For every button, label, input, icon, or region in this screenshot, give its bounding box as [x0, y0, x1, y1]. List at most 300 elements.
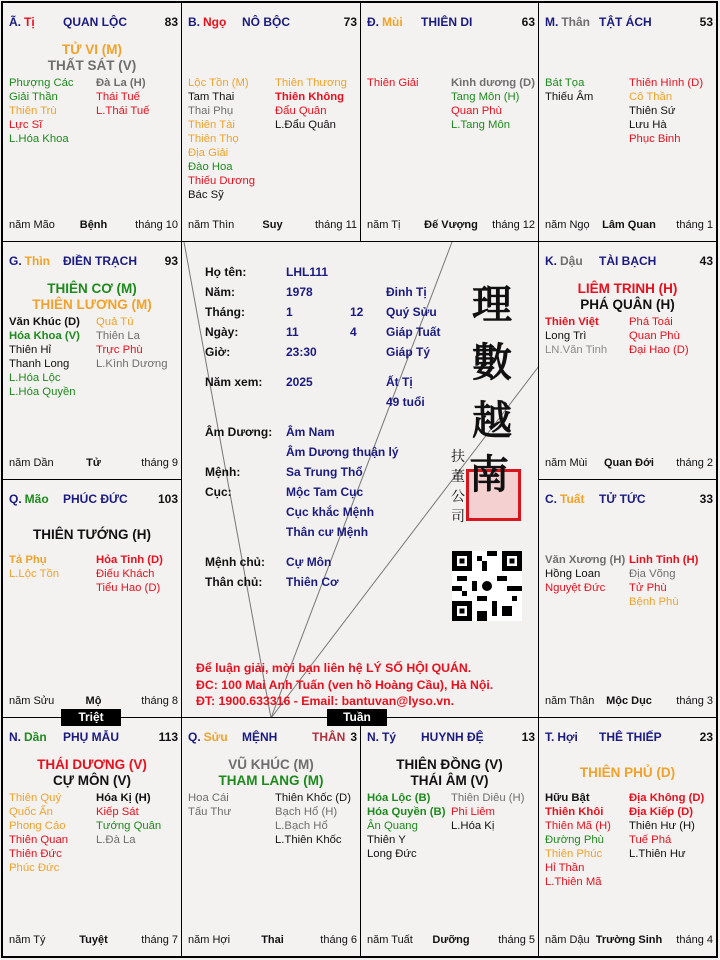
palace-footer [9, 219, 178, 233]
minor-stars-right [275, 791, 351, 847]
main-star: TỬ VI (M) [62, 42, 122, 57]
minor-star: Thiên Hình (D) [629, 77, 704, 89]
month-label: tháng 9 [141, 457, 178, 469]
minor-star: Thiên Phúc [545, 848, 603, 860]
palace-cell[interactable] [360, 2, 539, 242]
minor-stars-left [188, 76, 255, 202]
calligraphy-char: 理 [472, 281, 512, 328]
palace-header [9, 492, 178, 508]
palace-cell[interactable] [538, 241, 717, 480]
life-phase: Tuyệt [79, 934, 108, 946]
minor-star: Thiên Sứ [629, 105, 676, 117]
minor-star: L.Thiên Khốc [275, 834, 342, 846]
minor-star: Địa Kiếp (D) [629, 806, 694, 818]
than-marker: THÂN [312, 730, 346, 744]
minor-star: Thiếu Âm [545, 91, 594, 103]
month-label: tháng 12 [492, 219, 535, 231]
life-phase: Lâm Quan [602, 219, 656, 231]
than-cu-note: Thân cư Mệnh [286, 525, 369, 539]
year-branch: năm Ngọ [545, 219, 590, 231]
palace-name: THÊ THIẾP [599, 730, 662, 744]
palace-name: NÔ BỘC [242, 15, 290, 29]
main-stars [539, 41, 716, 75]
branch-name: Ngọ [203, 15, 227, 29]
month-label: tháng 1 [676, 219, 713, 231]
minor-star: Quan Phù [629, 330, 680, 342]
main-star: THÁI ÂM (V) [410, 773, 489, 788]
hour-value: 23:30 [286, 345, 317, 359]
main-stars [539, 280, 716, 314]
minor-star: Địa Giải [188, 147, 229, 159]
branch-name: Mão [24, 492, 49, 506]
minor-star: Hoa Cái [188, 792, 229, 804]
minor-star: Phượng Các [9, 77, 74, 89]
minor-star: Thiên Quan [9, 834, 69, 846]
major-period-age: 13 [521, 730, 535, 744]
minor-stars-left [9, 553, 59, 581]
menhchu-label: Mệnh chủ: [205, 555, 265, 569]
minor-star: Tử Phù [629, 582, 667, 594]
minor-star: Bác Sỹ [188, 189, 224, 201]
year-label: Năm: [205, 285, 236, 299]
palace-header [9, 254, 178, 270]
minor-star: Thiên Khốc (D) [275, 792, 351, 804]
minor-stars-right [629, 791, 704, 861]
palace-header [367, 730, 535, 746]
minor-star: L.Tang Môn [451, 119, 511, 131]
amduong-label: Âm Dương: [205, 425, 273, 439]
major-period-age: 83 [164, 15, 178, 29]
palace-footer [545, 934, 713, 948]
month-label: tháng 11 [314, 219, 357, 231]
palace-cell[interactable] [538, 717, 717, 957]
hour-canchi: Giáp Tý [386, 345, 431, 359]
day-solar: 11 [286, 325, 299, 339]
contact-address: ĐC: 100 Mai Anh Tuấn (ven hồ Hoàng Cầu), Hà Nội. [196, 678, 494, 692]
palace-footer [545, 457, 713, 471]
month-lunar: 12 [350, 305, 364, 319]
branch-prefix: C. [545, 492, 557, 506]
minor-star: Hóa Kị (H) [96, 792, 151, 804]
year-branch: năm Hợi [188, 934, 231, 946]
minor-star: Phong Cáo [9, 820, 66, 832]
main-star: THIÊN ĐỒNG (V) [396, 757, 503, 772]
palace-header [188, 730, 357, 746]
major-period-age: 103 [157, 492, 178, 506]
year-branch: năm Dậu [545, 934, 590, 946]
name-label: Họ tên: [205, 265, 247, 279]
main-stars [3, 518, 181, 552]
palace-cell[interactable] [2, 479, 182, 718]
day-canchi: Giáp Tuất [386, 325, 441, 339]
name-value: LHL111 [286, 265, 329, 279]
minor-star: Tiểu Hao (D) [96, 582, 161, 594]
major-period-age: 73 [343, 15, 357, 29]
month-label: tháng 6 [320, 934, 357, 946]
minor-stars-left [545, 553, 625, 595]
palace-cell[interactable] [538, 479, 717, 718]
side-char: 董 [451, 469, 465, 485]
minor-star: Điếu Khách [96, 568, 155, 580]
cuc-note: Cục khắc Mệnh [286, 505, 375, 519]
minor-stars-left [545, 76, 593, 104]
palace-name: TỬ TỨC [599, 492, 646, 506]
minor-stars-left [188, 791, 231, 819]
minor-stars-right [96, 791, 161, 847]
minor-star: Tướng Quân [96, 820, 162, 832]
palace-header [188, 15, 357, 31]
minor-star: Thái Tuế [96, 91, 140, 103]
minor-star: Thiên Đức [9, 848, 62, 860]
branch-prefix: M. [545, 15, 559, 29]
minor-star: Lực Sĩ [9, 119, 43, 131]
menhchu-value: Cự Môn [286, 555, 332, 569]
minor-star: L.Thái Tuế [96, 105, 150, 117]
major-period-age: 3 [350, 730, 357, 744]
year-branch: năm Mão [9, 219, 55, 231]
main-star: THIÊN LƯƠNG (M) [32, 297, 152, 312]
palace-header [9, 15, 178, 31]
minor-star: Linh Tinh (H) [629, 554, 699, 566]
minor-star: Thiên Việt [545, 316, 599, 328]
life-phase: Đế Vượng [424, 219, 478, 231]
minor-star: Nguyệt Đức [545, 582, 606, 594]
minor-star: Đường Phù [545, 834, 604, 846]
major-period-age: 93 [164, 254, 178, 268]
minor-stars-left [9, 791, 68, 875]
minor-star: Thiên Trù [9, 105, 57, 117]
minor-star: Hóa Lộc (B) [367, 792, 431, 804]
life-phase: Thai [261, 934, 284, 946]
month-label: tháng 5 [498, 934, 535, 946]
major-period-age: 53 [699, 15, 713, 29]
minor-star: Phi Liêm [451, 806, 495, 818]
palace-footer [545, 219, 713, 233]
minor-star: Văn Khúc (D) [9, 316, 80, 328]
minor-star: Long Trì [545, 330, 587, 342]
age-value: 49 tuổi [386, 395, 425, 409]
life-phase: Quan Đới [604, 457, 654, 469]
branch-name: Thìn [24, 254, 50, 268]
minor-star: Thiếu Dương [188, 175, 256, 187]
palace-cell[interactable] [360, 717, 539, 957]
minor-star: Lưu Hà [629, 119, 667, 131]
branch-name: Mùi [382, 15, 403, 29]
branch-label [367, 15, 403, 29]
major-period-age: 113 [158, 730, 178, 744]
view-year-canchi: Ất Tị [386, 375, 413, 389]
main-star: PHÁ QUÂN (H) [580, 297, 675, 312]
minor-stars-right [275, 76, 347, 132]
minor-star: L.Hóa Khoa [9, 133, 69, 145]
year-canchi: Đinh Tị [386, 285, 427, 299]
main-star: THIÊN CƠ (M) [47, 281, 137, 296]
minor-star: Thiên Tài [188, 119, 235, 131]
branch-prefix: N. [367, 730, 379, 744]
minor-star: L.Đà La [96, 834, 136, 846]
year-branch: năm Tuất [367, 934, 413, 946]
month-label: Tháng: [205, 305, 245, 319]
branch-name: Tý [382, 730, 397, 744]
minor-star: Thiên Quý [9, 792, 62, 804]
main-stars [3, 280, 181, 314]
palace-name: PHỤ MẪU [63, 730, 119, 744]
main-stars [361, 756, 538, 790]
year-branch: năm Thìn [188, 219, 235, 231]
branch-label [545, 254, 583, 268]
tu-vi-chart [1, 1, 718, 958]
main-star: VŨ KHÚC (M) [228, 757, 314, 772]
year-branch: năm Mùi [545, 457, 588, 469]
year-value: 1978 [286, 285, 313, 299]
life-phase: Bệnh [79, 219, 108, 231]
minor-stars-left [367, 791, 445, 861]
day-label: Ngày: [205, 325, 239, 339]
branch-name: Tuất [560, 492, 585, 506]
amduong-note: Âm Dương thuận lý [286, 445, 399, 459]
branch-name: Sửu [203, 730, 228, 744]
branch-prefix: Q. [9, 492, 22, 506]
branch-label [9, 730, 47, 744]
palace-cell[interactable] [2, 2, 182, 242]
day-lunar: 4 [350, 325, 357, 339]
branch-label [9, 254, 50, 268]
palace-footer [188, 219, 357, 233]
contact-phone-email: ĐT: 1900.633316 - Email: bantuvan@lyso.vn. [196, 694, 455, 708]
branch-label [9, 15, 35, 29]
view-year-value: 2025 [286, 375, 313, 389]
minor-star: Cô Thần [629, 91, 673, 103]
main-stars [3, 41, 181, 75]
minor-star: LN.Văn Tinh [545, 344, 608, 356]
hour-label: Giờ: [205, 345, 231, 359]
life-phase: Mộc Dục [606, 695, 652, 707]
minor-stars-left [545, 791, 611, 889]
minor-star: Thai Phụ [188, 105, 234, 117]
year-branch: năm Tý [9, 934, 46, 946]
minor-star: Kình dương (D) [451, 77, 535, 89]
palace-footer [367, 219, 535, 233]
minor-star: Hóa Khoa (V) [9, 330, 80, 342]
month-label: tháng 8 [141, 695, 178, 707]
branch-name: Tị [24, 15, 35, 29]
minor-stars-right [451, 791, 524, 833]
minor-star: L.Bạch Hổ [275, 820, 328, 832]
minor-star: Bệnh Phù [629, 596, 679, 608]
branch-label [545, 730, 578, 744]
minor-star: Hồng Loan [545, 568, 601, 580]
major-period-age: 63 [521, 15, 535, 29]
palace-header [545, 15, 713, 31]
minor-star: Thiên Diêu (H) [451, 792, 525, 804]
minor-star: Tấu Thư [188, 806, 232, 818]
branch-label [188, 15, 226, 29]
minor-star: Địa Võng [629, 568, 676, 580]
minor-star: L.Kình Dương [96, 358, 168, 370]
year-branch: năm Dần [9, 457, 54, 469]
major-period-age: 33 [699, 492, 713, 506]
major-period-age: 43 [699, 254, 713, 268]
main-stars [182, 41, 360, 75]
life-phase: Tử [86, 457, 101, 469]
minor-star: Thiên Không [275, 91, 345, 103]
minor-star: Tuế Phá [629, 834, 672, 846]
branch-prefix: B. [188, 15, 200, 29]
tuan-marker: Tuần [327, 709, 387, 726]
palace-header [545, 254, 713, 270]
minor-star: L.Đẩu Quân [275, 119, 336, 131]
palace-header [367, 15, 535, 31]
palace-cell[interactable] [181, 2, 361, 242]
minor-stars-right [96, 315, 168, 371]
branch-name: Dần [24, 730, 47, 744]
minor-star: Thiên Hỉ [9, 344, 52, 356]
main-stars [3, 756, 181, 790]
minor-star: L.Hóa Quyền [9, 386, 76, 398]
main-stars [539, 518, 716, 552]
main-stars [539, 756, 716, 790]
month-solar: 1 [286, 305, 293, 319]
main-star: THIÊN TƯỚNG (H) [33, 527, 151, 542]
branch-prefix: K. [545, 254, 557, 268]
branch-label [367, 730, 396, 744]
main-stars [361, 41, 538, 75]
amduong-value: Âm Nam [286, 425, 335, 439]
palace-cell[interactable] [2, 241, 182, 480]
main-star: CỰ MÔN (V) [53, 773, 131, 788]
side-char: 扶 [451, 449, 465, 465]
branch-name: Dậu [560, 254, 583, 268]
life-phase: Dưỡng [432, 934, 470, 946]
minor-star: Tả Phụ [9, 554, 47, 566]
month-label: tháng 10 [135, 219, 178, 231]
minor-star: Tam Thai [188, 91, 235, 103]
minor-star: Phá Toái [629, 316, 673, 328]
month-label: tháng 7 [141, 934, 178, 946]
main-stars [182, 756, 360, 790]
minor-star: Phục Binh [629, 133, 681, 145]
triet-marker: Triệt [61, 709, 121, 726]
branch-name: Thân [561, 15, 591, 29]
view-year-label: Năm xem: [205, 375, 263, 389]
minor-star: Hóa Quyền (B) [367, 806, 446, 818]
minor-star: Đà La (H) [96, 77, 146, 89]
minor-star: Bạch Hổ (H) [275, 806, 338, 818]
minor-star: Thiên Hư (H) [629, 820, 695, 832]
minor-stars-right [451, 76, 535, 132]
minor-star: Trực Phù [96, 344, 143, 356]
minor-star: L.Hóa Kị [451, 820, 495, 832]
life-phase: Trường Sinh [595, 934, 663, 946]
side-char: 公 [451, 489, 465, 505]
cuc-label: Cục: [205, 485, 232, 499]
palace-header [545, 730, 713, 746]
calligraphy-char: 數 [472, 339, 512, 386]
minor-star: L.Thiên Mã [545, 876, 602, 888]
minor-stars-left [367, 76, 419, 90]
palace-footer [9, 695, 178, 709]
minor-star: Lộc Tồn (M) [188, 77, 249, 89]
minor-star: Văn Xương (H) [545, 554, 626, 566]
minor-star: Hữu Bật [545, 792, 590, 804]
minor-star: Đào Hoa [188, 161, 233, 173]
palace-header [545, 492, 713, 508]
contact-line: Để luận giải, mời bạn liên hệ LÝ SỐ HỘI QUÁN. [196, 661, 472, 675]
main-star: THÁI DƯƠNG (V) [37, 757, 147, 772]
main-star: THIÊN PHỦ (D) [579, 765, 676, 780]
month-label: tháng 2 [676, 457, 713, 469]
palace-cell[interactable] [181, 717, 361, 957]
branch-label [545, 15, 590, 29]
center-info-panel [183, 243, 540, 719]
minor-stars-left [9, 315, 80, 399]
minor-star: Thanh Long [9, 358, 70, 370]
minor-star: Đẩu Quân [275, 105, 327, 117]
thanchu-value: Thiên Cơ [286, 575, 339, 589]
palace-cell[interactable] [538, 2, 717, 242]
palace-cell[interactable] [2, 717, 182, 957]
minor-star: Giải Thần [9, 91, 58, 103]
branch-name: Hợi [557, 730, 578, 744]
minor-star: Hỏa Tinh (D) [96, 554, 163, 566]
palace-footer [9, 457, 178, 471]
branch-label [9, 492, 49, 506]
palace-name: ĐIỀN TRẠCH [63, 254, 137, 268]
life-phase: Suy [262, 219, 283, 231]
minor-stars-right [96, 553, 163, 595]
palace-footer [367, 934, 535, 948]
side-char: 司 [451, 509, 465, 525]
minor-star: Bát Tọa [545, 77, 585, 89]
year-branch: năm Thân [545, 695, 595, 707]
major-period-age: 23 [699, 730, 713, 744]
minor-stars-left [545, 315, 607, 357]
minor-stars-right [96, 76, 149, 118]
branch-label [545, 492, 584, 506]
palace-name: TẬT ÁCH [599, 15, 652, 29]
palace-name: QUAN LỘC [63, 15, 127, 29]
main-star: THAM LANG (M) [218, 773, 324, 788]
palace-name: THIÊN DI [421, 15, 473, 29]
branch-label [188, 730, 228, 744]
minor-star: Quan Phù [451, 105, 502, 117]
year-branch: năm Tị [367, 219, 401, 231]
minor-star: Quả Tú [96, 316, 134, 328]
qr-code-icon [452, 551, 522, 621]
palace-header [9, 730, 178, 746]
branch-prefix: Đ. [367, 15, 379, 29]
minor-stars-right [629, 315, 689, 357]
palace-name: HUYNH ĐỆ [421, 730, 484, 744]
minor-star: Thiên Thương [275, 77, 347, 89]
branch-prefix: Ã. [9, 15, 21, 29]
minor-star: Thiên Giải [367, 77, 419, 89]
menh-label: Mệnh: [205, 465, 241, 479]
minor-star: L.Thiên Hư [629, 848, 686, 860]
main-star: LIÊM TRINH (H) [577, 281, 678, 296]
palace-name: MỆNH [242, 730, 278, 744]
minor-stars-right [629, 76, 703, 146]
minor-star: L.Lộc Tồn [9, 568, 60, 580]
minor-stars-left [9, 76, 74, 146]
minor-star: Phúc Đức [9, 862, 60, 874]
minor-star: Thiên Mã (H) [545, 820, 611, 832]
minor-star: Địa Không (D) [629, 792, 705, 804]
minor-star: Thiên Y [367, 834, 406, 846]
minor-star: Long Đức [367, 848, 417, 860]
month-label: tháng 4 [676, 934, 713, 946]
minor-star: Thiên Khôi [545, 806, 604, 818]
